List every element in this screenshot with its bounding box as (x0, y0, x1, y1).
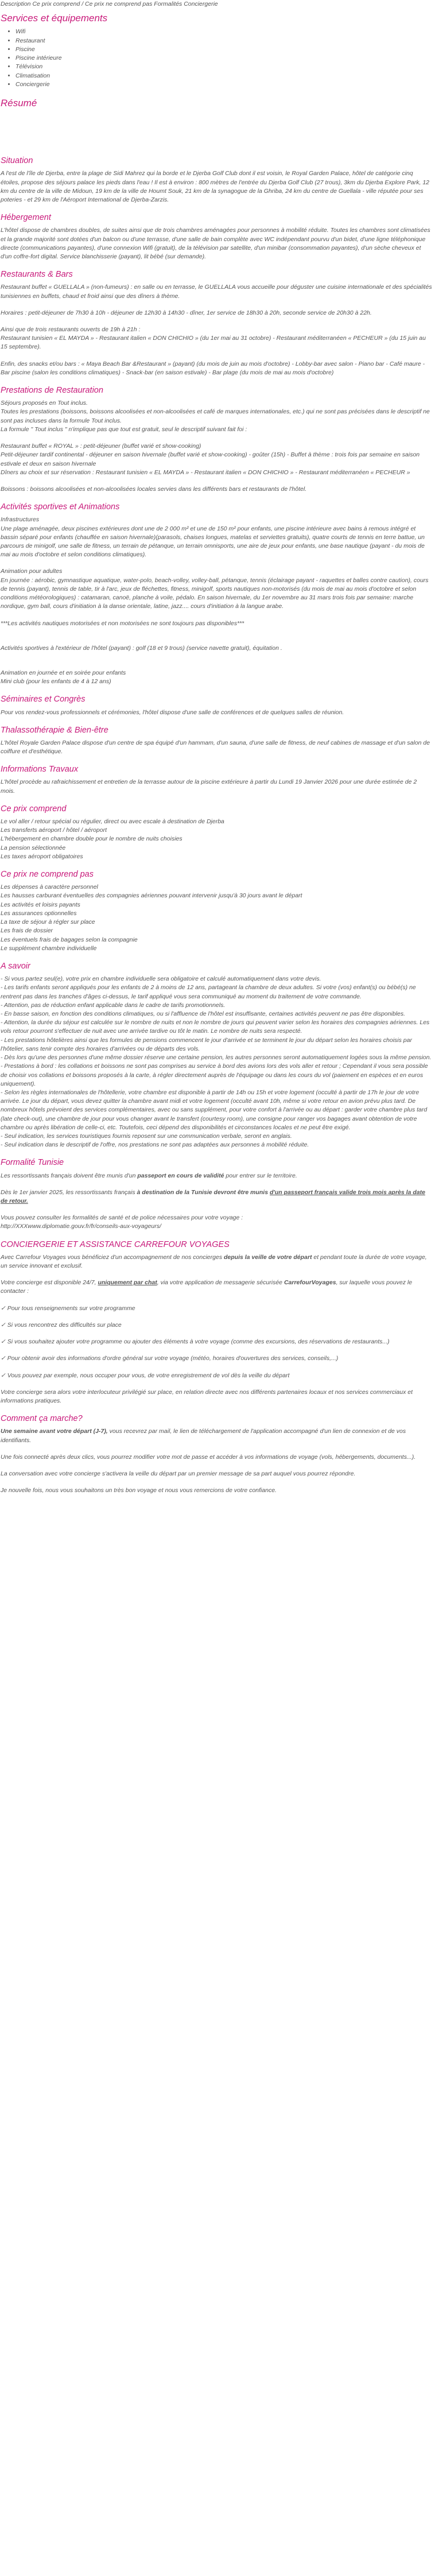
activites-paragraph (1, 669, 433, 686)
conciergerie-text: Avec Carrefour Voyages vous bénéficiez d'un accompagnement de nos concierges (1, 1253, 224, 1261)
prestations-line: Toutes les prestations (boissons, boissons alcoolisées et non-alcoolisées et café de marques internationales, etc.) qui ne sont pas précisées dans le descriptif ne sont pas incluses dans la formule Tout inclus. (1, 408, 430, 424)
conciergerie-title: CONCIERGERIE ET ASSISTANCE CARREFOUR VOYAGES (1, 1239, 230, 1249)
prestations-paragraph (1, 399, 433, 434)
intro-tabs: Description Ce prix comprend / Ce prix ne comprend pas Formalités Conciergerie (1, 1, 218, 7)
list-item: Le supplément chambre individuelle (1, 944, 97, 952)
activites-paragraph: Activités sportives à l'extérieur de l'hôtel (payant) : golf (18 et 9 trous) (service navette gratuit), équitation . (1, 644, 282, 652)
restaurants-paragraph: Horaires : petit-déjeuner de 7h30 à 10h - déjeuner de 12h30 à 14h30 - dîner, 1er service de 18h30 à 20h, seconde service de 20h30 à 22h. (1, 309, 372, 316)
comment-paragraph (1, 1427, 433, 1444)
conciergerie-paragraph: Votre concierge sera alors votre interlocuteur privilégié sur place, en relation directe avec nos différents partenaires locaux et nos services commerciaux et informations pratiques. (1, 1388, 413, 1404)
conciergerie-item: ✓ Pour obtenir avoir des informations d'ordre général sur votre voyage (météo, horaires d'ouvertures des services, conseils,...) (1, 1355, 339, 1362)
conciergerie-text: Votre concierge est disponible 24/7, (1, 1279, 98, 1287)
list-item: • Piscine intérieure (15, 54, 433, 63)
comment-paragraph: La conversation avec votre concierge s'activera la veille du départ par un premier message de sa part auquel vous pourrez répondre. (1, 1470, 356, 1477)
hebergement-text: L'hôtel dispose de chambres doubles, de suites ainsi que de trois chambres aménagées pour personnes à mobilité réduite. Toutes les chambres sont climatisées et la grande majorité sont dotées d'un balcon ou d'une terrasse, d'une salle de bain complète avec WC indépendant pourvu d'un bidet, d'une ligne téléphonique directe (communications payantes), d'une connexion Wifi (gratuit), de la télévision par satellite, d'un minibar (consommation payantes), d'un sèche cheveux et d'un coffre-fort digital. Service blanchisserie (payant), lit bébé (sur demande). (1, 227, 430, 261)
formalite-text: pour entrer sur le territoire. (224, 1172, 297, 1179)
restaurants-line: Ainsi que de trois restaurants ouverts de 19h à 21h : (1, 326, 141, 334)
list-item: • Climatisation (15, 72, 433, 80)
conciergerie-item: ✓ Si vous souhaitez ajouter votre programme ou ajouter des éléments à votre voyage (comme des excursions, des réservations de restaurants...) (1, 1338, 390, 1346)
conciergerie-item: ✓ Pour tous renseignements sur votre programme (1, 1304, 135, 1312)
list-item: - Si vous partez seul(e), votre prix en chambre individuelle sera obligatoire et calculé automatiquement dans votre devis. (1, 975, 321, 983)
list-item: Les assurances optionnelles (1, 909, 77, 917)
services-title: Services et équipements (1, 13, 108, 24)
a-savoir-title: A savoir (1, 961, 30, 971)
list-item: - En basse saison, en fonction des conditions climatiques, ou si l'affluence de l'hôtel est insuffisante, certaines activités peuvent ne pas être disponibles. (1, 1010, 406, 1017)
comment-paragraph: Une fois connecté après deux clics, vous pourrez modifier votre mot de passe et accéder à vos informations de voyage (vols, hébergements, documents...). (1, 1453, 416, 1461)
list-item: Les frais de dossier (1, 927, 53, 935)
conciergerie-item: ✓ Si vous rencontrez des difficultés sur place (1, 1321, 122, 1328)
formalite-link[interactable]: http://XXXwww.diplomatie.gouv.fr/fr/conseils-aux-voyageurs/ (1, 1223, 161, 1230)
ce-prix-title: Ce prix comprend (1, 804, 67, 814)
prestations-line: Dîners au choix et sur réservation : Restaurant tunisien « EL MAYDA » - Restaurant italien « DON CHICHIO » - Restaurant méditerranéen « PECHEUR » (1, 468, 410, 476)
services-list (1, 28, 433, 89)
formalite-paragraph (1, 1214, 433, 1231)
activites-line: Infrastructures (1, 516, 40, 524)
prestations-title: Prestations de Restauration (1, 386, 103, 396)
list-item: - Seul indication, les services touristiques fournis reposent sur une communication verbale, seront en anglais. (1, 1133, 292, 1140)
seminaires-text: Pour vos rendez-vous professionnels et cérémonies, l'hôtel dispose d'une salle de conférences et de quelques salles de réunion. (1, 708, 344, 716)
list-item: - Seul indication dans le descriptif de l'offre, nos prestations ne sont pas adaptées aux personnes à mobilité réduite. (1, 1141, 309, 1149)
restaurants-paragraph: Restaurant buffet « GUELLALA » (non-fumeurs) : en salle ou en terrasse, le GUELLALA vous accueille pour déguster une cuisine internationale et des spécialités tunisiennes en buffets, chaud et froid ainsi que des dîners à thème. (1, 284, 432, 300)
list-item: - Attention, la durée du séjour est calculée sur le nombre de nuits et non le nombre de jours qui peuvent varier selon les horaires des compagnies aériennes. Les vols retour pourront s'effectuer de nuit avec une arrivée tardive ou tôt le matin. Le nombre de nuits sera respecté. (1, 1019, 430, 1035)
travaux-text: L'hôtel procède au rafraichissement et entretien de la terrasse autour de la piscine extérieure à partir du Lundi 19 Janvier 2026 pour une durée estimée de 2 mois. (1, 778, 417, 795)
conciergerie-text: , via votre application de messagerie sécurisée (157, 1279, 284, 1287)
travaux-title: Informations Travaux (1, 765, 79, 774)
list-item: Les dépenses à caractère personnel (1, 884, 98, 891)
list-item: Les hausses carburant éventuelles des compagnies aériennes pouvant intervenir jusqu'à 30 jours avant le départ (1, 892, 302, 900)
prestations-paragraph (1, 442, 433, 477)
list-item: Le vol aller / retour spécial ou régulier, direct ou avec escale à destination de Djerba (1, 818, 224, 825)
list-item: • Télévision (15, 63, 433, 71)
seminaires-title: Séminaires et Congrès (1, 695, 86, 704)
list-item: - Selon les règles internationales de l'hôtellerie, votre chambre est disponible à partir de 14h ou 15h et votre logement (occulté à partir de 17h le jour de votre arrivée. Le jour du départ, vous devez quitter la chambre avant midi et votre logement (occulté avant 10h, même si votre retour en avion prévu plus tard. De nombreux hôtels prévoient des services complémentaires, avec ou sans supplément, pour votre confort à l'arrivée ou au départ : garder votre chambre plus tard (late check-out), une chambre de jour pour vous changer avant le transfert (courtesy room), une consigne pour ranger vos bagages avant obtention de votre chambre ou après libération de celle-ci, etc. Toutefois, ceci dépend des disponibilités et circonstances locales et ne peut être exigé. (1, 1088, 428, 1131)
conciergerie-text: , sur laquelle vous pouvez le contacter : (1, 1279, 413, 1295)
restaurants-paragraph: Enfin, des snacks et/ou bars : « Maya Beach Bar &Restaurant » (payant) (du mois de juin au mois d'octobre) - Lobby-bar avec salon - Piano bar - Café maure - Bar piscine (salon les conditions climatiques) - Snack-bar (en saison estivale) - Bar plage (du mois de mai au mois d'octobre) (1, 360, 425, 376)
conciergerie-paragraph (1, 1253, 433, 1270)
formalite-paragraph (1, 1172, 433, 1180)
list-item: Les transferts aéroport / hôtel / aéroport (1, 827, 107, 834)
activites-paragraph: ***Les activités nautiques motorisées et non motorisées ne sont toujours pas disponibles*** (1, 619, 244, 627)
conciergerie-bold: CarrefourVoyages (283, 1279, 336, 1287)
formalite-text: Dès le 1er janvier 2025, les ressortissants français (1, 1188, 137, 1196)
formalite-bold-underline: d'un passeport français valide trois mois après la date de retour. (1, 1188, 425, 1205)
activites-paragraph (1, 516, 433, 559)
formalite-title: Formalité Tunisie (1, 1158, 64, 1168)
list-item: • Wifi (15, 28, 433, 36)
situation-title: Situation (1, 156, 33, 166)
comment-paragraph: Je nouvelle fois, nous vous souhaitons un très bon voyage et nous vous remercions de votre confiance. (1, 1487, 277, 1494)
list-item: L'hébergement en chambre double pour le nombre de nuits choisies (1, 835, 182, 843)
list-item: - Les prestations hôtelières ainsi que les formules de pensions commencent le jour d'arrivée et se terminent le jour du départ selon les horaires choisis par l'hôtelier, sans tenir compte des horaires d'arrivées ou de départs des vols. (1, 1036, 412, 1052)
activites-title: Activités sportives et Animations (1, 502, 120, 512)
hebergement-title: Hébergement (1, 213, 51, 223)
prestations-line: Séjours proposés en Tout inclus. (1, 400, 88, 407)
a-savoir-list (1, 975, 433, 1149)
thalasso-text: L'hôtel Royale Garden Palace dispose d'un centre de spa équipé d'un hammam, d'un sauna, d'une salle de fitness, de neuf cabines de massage et d'un salon de coiffure et d'esthétique. (1, 739, 430, 756)
comment-bold: Une semaine avant votre départ (J-7), (1, 1428, 108, 1435)
restaurants-line: Restaurant tunisien « EL MAYDA » - Restaurant italien « DON CHICHIO » (du 1er mai au 31 octobre) - Restaurant méditerranéen « PECHEUR » (du 15 juin au 15 septembre). (1, 335, 426, 351)
conciergerie-text: et pendant toute la durée de votre voyage, un service innovant et exclusif. (1, 1253, 427, 1270)
activites-line: Une plage aménagée, deux piscines extérieures dont une de 2 000 m² et une de 150 m² pour enfants, une piscine intérieure avec bains à remous intégré et bassin séparé pour enfants (chauffée en saison hivernale)(parasols, chaises longues, matelas et serviettes gratuits), quatre courts de tennis en terre battue, un parcours de minigolf, une salle de fitness, un terrain de pétanque, un terrain omnisports, une aire de jeux pour enfants, une base nautique (payant - du mois de mai au mois d'octobre et selon conditions climatiques). (1, 525, 425, 559)
conciergerie-bold-underline: uniquement par chat (98, 1279, 157, 1287)
prestations-line: Restaurant buffet « ROYAL » : petit-déjeuner (buffet varié et show-cooking) (1, 443, 201, 450)
situation-text: A l'est de l'île de Djerba, entre la plage de Sidi Mahrez qui la borde et le Djerba Golf Club dont il est voisin, le Royal Garden Palace, hôtel de catégorie cinq étoiles, propose des séjours palace les pieds dans l'eau ! Il est à environ : 800 mètres de l'entrée du Djerba Golf Club (27 trous), 3km du Djerba Explore Park, 12 km du centre de la ville de Midoun, 19 km de la ville de Houmt Souk, 21 km de la synagogue de la Ghriba, 24 km du centre de Guellala - ville réputée pour ses poteries - et 29 km de l'Aéroport International de Djerba-Zarzis. (1, 170, 429, 204)
list-item: - Prestations à bord : les collations et boissons ne sont pas comprises au service à bord des avions lors des vols aller et retour ; Cependant il vous sera possible de choisir vos collations et boissons proposés à la carte, à régler directement auprès de l'équipage ou dans les cours du vol (paiement en espèces et en euros uniquement). (1, 1063, 428, 1087)
prestations-line: La formule " Tout inclus " n'implique pas que tout est gratuit, seul le descriptif suivant fait foi : (1, 425, 247, 433)
ce-prix-pas-list (1, 883, 433, 953)
list-item: Les taxes aéroport obligatoires (1, 853, 83, 860)
ce-prix-list (1, 818, 433, 861)
activites-paragraph (1, 567, 433, 611)
list-item: Les éventuels frais de bagages selon la compagnie (1, 936, 138, 943)
list-item: La pension sélectionnée (1, 844, 66, 851)
restaurants-paragraph (1, 326, 433, 352)
thalasso-title: Thalassothérapie & Bien-être (1, 725, 108, 735)
conciergerie-bold: depuis la veille de votre départ (223, 1253, 312, 1261)
list-item: • Conciergerie (15, 80, 433, 89)
comment-text: vous recevrez par mail, le lien de téléchargement de l'application accompagné d'un lien de connexion et de vos identifiants. (1, 1428, 406, 1444)
activites-line: Animation en journée et en soirée pour enfants (1, 669, 126, 676)
formalite-line: Vous pouvez consulter les formalités de santé et de police nécessaires pour votre voyage : (1, 1214, 243, 1222)
formalite-text: Les ressortissants français doivent être munis d'un (1, 1172, 138, 1179)
formalite-paragraph (1, 1188, 433, 1206)
resume-title: Résumé (1, 98, 37, 109)
comment-title: Comment ça marche? (1, 1414, 83, 1424)
list-item: • Piscine (15, 45, 433, 54)
activites-line: Animation pour adultes (1, 568, 63, 575)
conciergerie-paragraph (1, 1279, 433, 1296)
activites-line: Mini club (pour les enfants de 4 à 12 ans) (1, 678, 111, 685)
list-item: La taxe de séjour à régler sur place (1, 919, 95, 926)
restaurants-title: Restaurants & Bars (1, 270, 73, 280)
prestations-line: Petit-déjeuner tardif continental - déjeuner en saison hivernale (buffet varié et show-cooking) - goûter (15h) - Buffet à thème : trois fois par semaine en saison estivale et deux en saison hivernale (1, 451, 420, 467)
list-item: - Dès lors qu'une des personnes d'une même dossier réserve une certaine pension, les autres personnes seront automatiquement logées sous la même pension. (1, 1054, 432, 1062)
ce-prix-pas-title: Ce prix ne comprend pas (1, 870, 94, 880)
prestations-paragraph: Boissons : boissons alcoolisées et non-alcoolisées locales servies dans les différents bars et restaurants de l'hôtel. (1, 486, 307, 493)
list-item: - Attention, pas de réduction enfant applicable dans le cadre de tarifs promotionnels. (1, 1001, 226, 1009)
list-item: • Restaurant (15, 37, 433, 45)
list-item: Les activités et loisirs payants (1, 901, 80, 908)
conciergerie-item: ✓ Vous pouvez par exemple, nous occuper pour vous, de votre enregistrement de vol dès la veille du départ (1, 1372, 290, 1379)
formalite-bold: passeport en cours de validité (137, 1172, 224, 1179)
formalite-bold: à destination de la Tunisie devront être munis (137, 1188, 270, 1196)
list-item: - Les tarifs enfants seront appliqués pour les enfants de 2 à moins de 12 ans, partageant la chambre de deux adultes. Si votre (vos) enfant(s) ou bébé(s) ne rentrent pas dans les tranches d'âges ci-dessus, le tarif appliqué vous sera communiqué au moment du traitement de votre commande. (1, 984, 416, 1000)
activites-line: En journée : aérobic, gymnastique aquatique, water-polo, beach-volley, volley-ball, pétanque, tennis (éclairage payant - raquettes et balles contre caution), cours de tennis (payant), tennis de table, tir à l'arc, jeux de fléchettes, fitness, minigolf, sports nautiques non-motorisés (du mois de mai au mois d'octobre et selon conditions météorologiques) : catamaran, canoë, planche à voile, pédalo. En saison hivernale, du 1er novembre au 31 mars trois fois par semaine: marche nordique, gym ball, cours d'initiation à la danse orientale, latine, jazz.... cours d'initiation à la langue arabe. (1, 576, 429, 610)
